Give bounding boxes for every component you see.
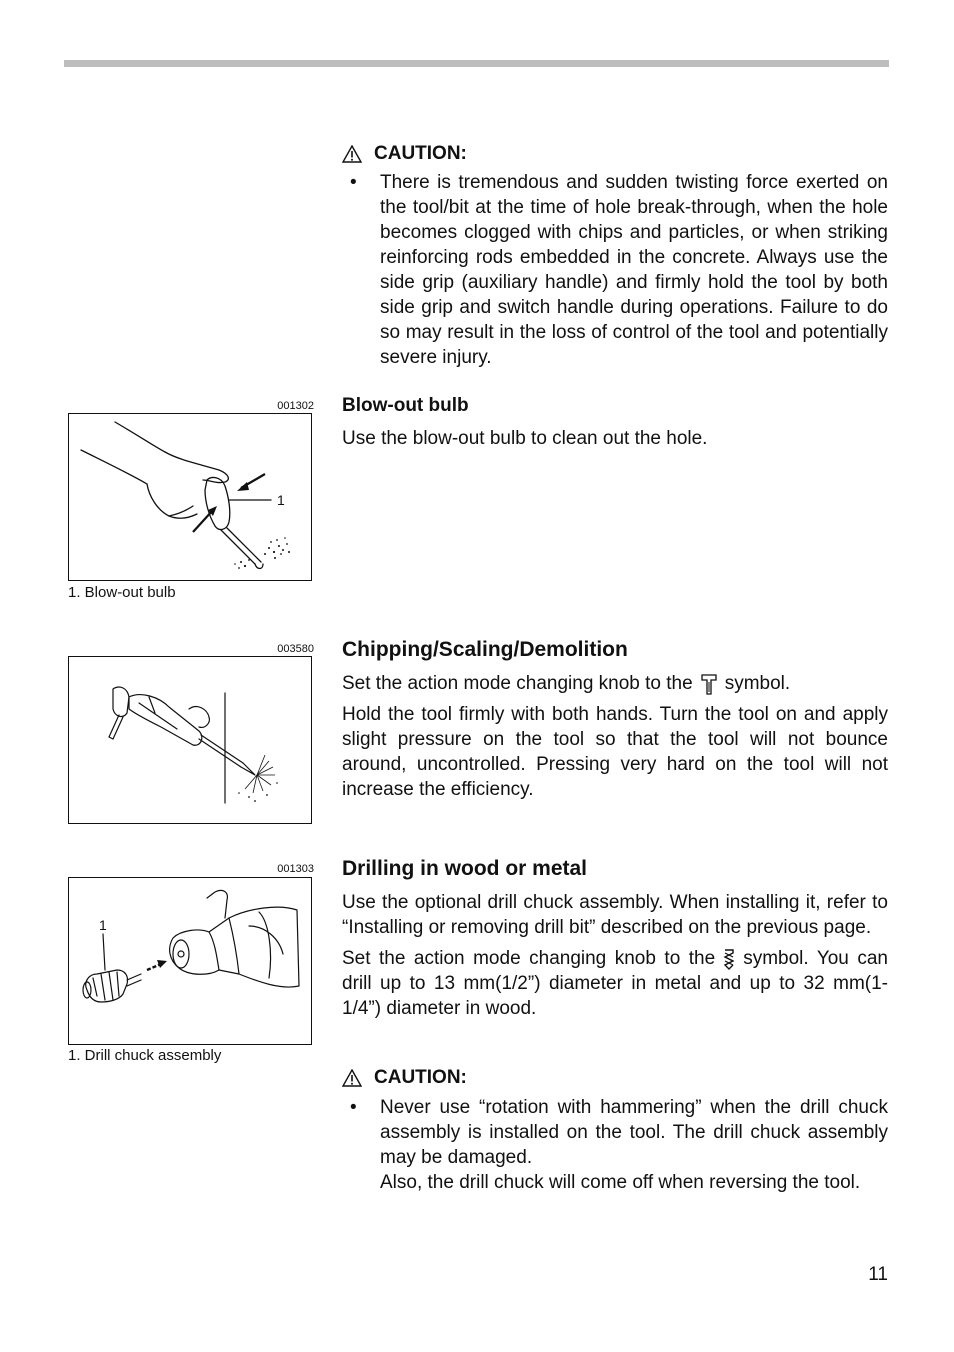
text-span: symbol. You can drill up to 13 mm(1/2”) diameter in metal and up to 32 mm(1-1/4”) diameter in wood. <box>342 948 889 1019</box>
text-span: symbol. <box>724 673 791 694</box>
drill-chuck-illustration <box>69 878 310 1043</box>
text-span: Set the action mode changing knob to the <box>342 673 693 694</box>
blowout-bulb-illustration <box>69 414 310 579</box>
section-heading: Drilling in wood or metal <box>342 857 588 880</box>
bullet-dot: • <box>350 1097 357 1118</box>
caution-title <box>342 1066 888 1090</box>
caution-title-text: CAUTION: <box>374 1067 467 1088</box>
caution-block-2 <box>342 1066 888 1195</box>
blowout-section <box>342 394 888 451</box>
section-text-mode <box>342 946 888 1021</box>
chipping-illustration <box>69 657 310 822</box>
caution-bullet <box>342 1095 888 1195</box>
section-heading: Blow-out bulb <box>342 395 469 416</box>
figure-code: 001302 <box>277 400 314 412</box>
header-rule <box>64 60 889 67</box>
callout-number: 1 <box>277 492 285 508</box>
warning-triangle-icon <box>342 1069 362 1087</box>
caution-text-line: Also, the drill chuck will come off when reversing the tool. <box>380 1172 861 1193</box>
caution-text <box>380 1095 888 1195</box>
text-span: Set the action mode changing knob to the <box>342 948 716 969</box>
drill-chuck-figure <box>68 877 312 1045</box>
section-text: Hold the tool firmly with both hands. Turn the tool on and apply slight pressure on the tool so that the tool will not bounce around, uncontrolled. Pressing very hard on the tool will not increase the efficiency. <box>342 704 888 800</box>
section-text: Use the optional drill chuck assembly. When installing it, refer to “Installing or removing drill bit” described on the previous page. <box>342 892 888 938</box>
caution-text-line: Never use “rotation with hammering” when the drill chuck assembly is installed on the tool. The drill chuck assembly may be damaged. <box>380 1097 888 1168</box>
caution-bullet <box>342 170 888 370</box>
callout-number: 1 <box>99 917 107 933</box>
caution-title-text: CAUTION: <box>374 143 467 164</box>
drilling-section <box>342 856 888 1021</box>
bullet-dot: • <box>350 172 357 193</box>
figure-code: 003580 <box>277 643 314 655</box>
chipping-figure <box>68 656 312 824</box>
figure-caption: 1. Blow-out bulb <box>68 584 176 601</box>
caution-text: There is tremendous and sudden twisting force exerted on the tool/bit at the time of hole break-through, when the hole becomes clogged with chips and particles, or when striking reinforcing rods embedded in the concrete. Always use the side grip (auxiliary handle) and firmly hold the tool by both side grip and switch handle during operations. Failure to do so may result in the loss of control of the tool and potentially severe injury. <box>380 172 888 368</box>
figure-caption: 1. Drill chuck assembly <box>68 1047 222 1064</box>
section-text-mode <box>342 671 888 696</box>
chipping-section <box>342 637 888 802</box>
caution-block-1 <box>342 142 888 370</box>
warning-triangle-icon <box>342 145 362 163</box>
caution-title <box>342 142 888 166</box>
section-heading: Chipping/Scaling/Demolition <box>342 638 628 661</box>
blowout-bulb-figure <box>68 413 312 581</box>
drill-bit-symbol-icon <box>723 948 735 970</box>
figure-code: 001303 <box>277 863 314 875</box>
hammer-symbol-icon <box>701 673 717 695</box>
section-text: Use the blow-out bulb to clean out the hole. <box>342 428 708 449</box>
page-number: 11 <box>868 1264 888 1285</box>
